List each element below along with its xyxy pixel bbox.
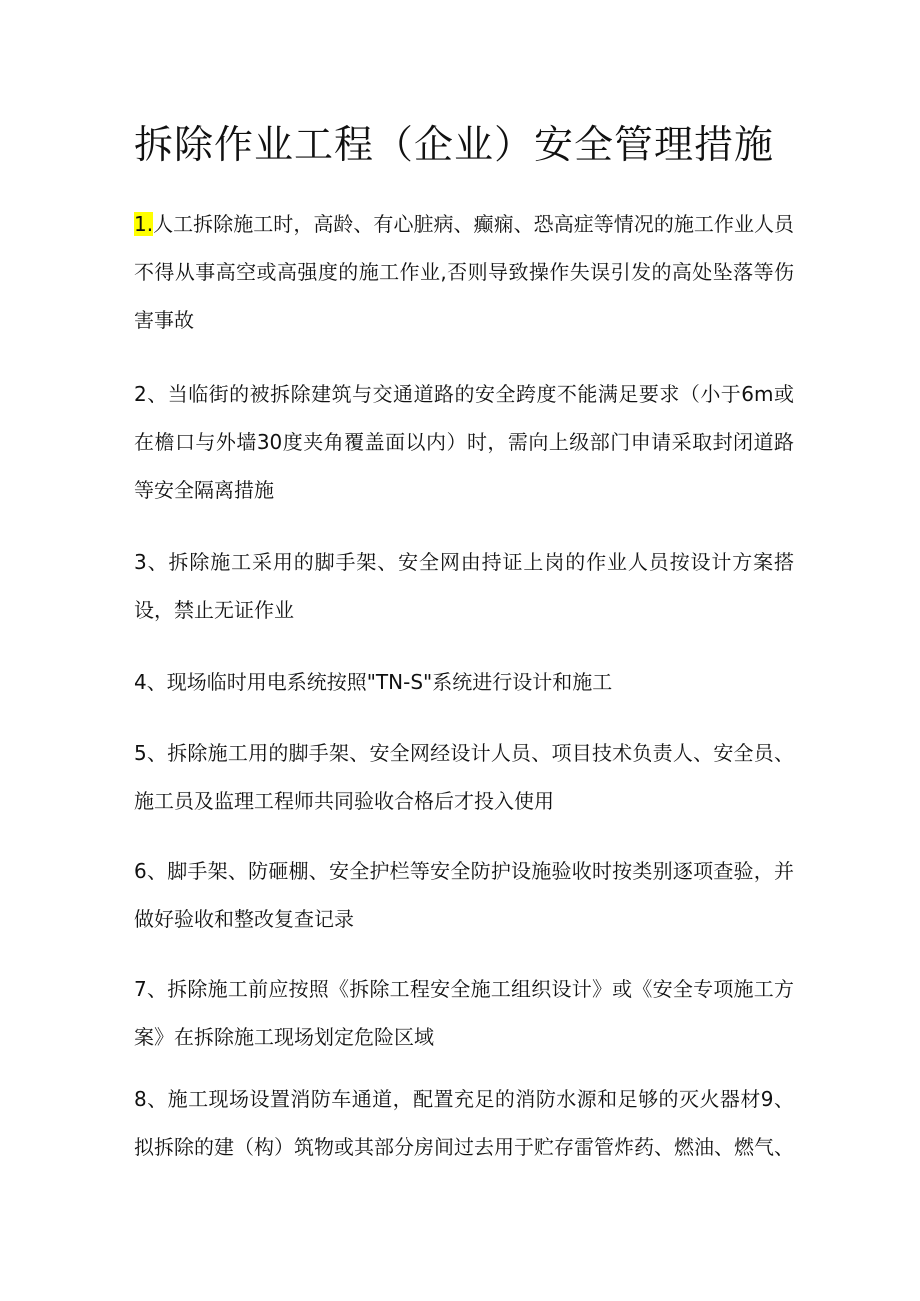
item-text: 当临街的被拆除建筑与交通道路的安全跨度不能满足要求（小于6m或在檐口与外墙30度夹角覆盖面以内）时，需向上级部门申请采取封闭道路等安全隔离措施 xyxy=(134,382,794,502)
item-text: 拆除施工采用的脚手架、安全网由持证上岗的作业人员按设计方案搭设，禁止无证作业 xyxy=(134,550,794,622)
item-number: 2、 xyxy=(134,382,168,406)
item-number: 6、 xyxy=(134,859,168,883)
measure-item-8 xyxy=(134,1075,794,1171)
item-number: 3、 xyxy=(134,550,169,574)
measure-item-7 xyxy=(134,965,794,1061)
item-number: 5、 xyxy=(134,741,168,765)
item-text: 拆除施工用的脚手架、安全网经设计人员、项目技术负责人、安全员、施工员及监理工程师共同验收合格后才投入使用 xyxy=(134,741,794,813)
measure-item-2 xyxy=(134,370,794,514)
measure-item-1 xyxy=(134,200,794,344)
item-text: 施工现场设置消防车通道，配置充足的消防水源和足够的灭火器材9、拟拆除的建（构）筑物或其部分房间过去用于贮存雷管炸药、燃油、燃气、 xyxy=(134,1087,794,1159)
item-number: 8、 xyxy=(134,1087,168,1111)
item-number: 4、 xyxy=(134,670,167,694)
document-title: 拆除作业工程（企业）安全管理措施 xyxy=(134,123,775,168)
item-text: 拆除施工前应按照《拆除工程安全施工组织设计》或《安全专项施工方案》在拆除施工现场划定危险区域 xyxy=(134,977,794,1049)
item-text: 脚手架、防砸棚、安全护栏等安全防护设施验收时按类别逐项查验，并做好验收和整改复查记录 xyxy=(134,859,794,931)
measure-item-5 xyxy=(134,729,794,825)
item-text: 现场临时用电系统按照"TN-S"系统进行设计和施工 xyxy=(166,670,613,694)
item-text: 人工拆除施工时，高龄、有心脏病、癫痫、恐高症等情况的施工作业人员不得从事高空或高强度的施工作业,否则导致操作失误引发的高处坠落等伤害事故 xyxy=(134,212,794,332)
measure-item-6 xyxy=(134,847,794,943)
measure-item-4 xyxy=(134,658,794,706)
item-number: 1. xyxy=(134,212,154,236)
measure-item-3 xyxy=(134,538,794,634)
item-number: 7、 xyxy=(134,977,168,1001)
